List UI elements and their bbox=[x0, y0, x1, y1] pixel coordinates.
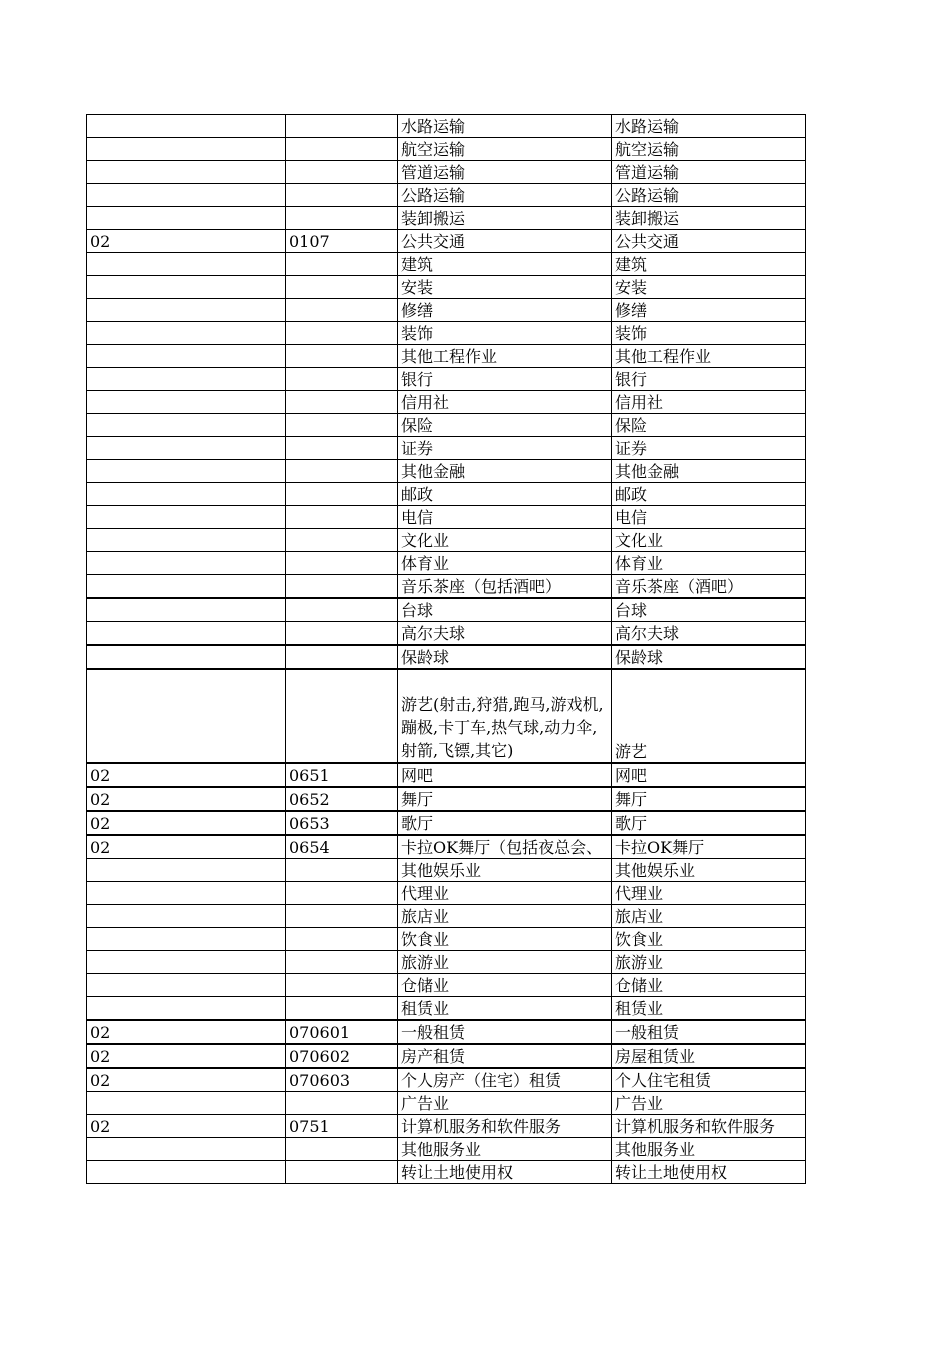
cell-col-1[interactable]: 02 bbox=[87, 1020, 286, 1044]
cell-col-3[interactable]: 仓储业 bbox=[398, 974, 612, 997]
cell-col-1[interactable] bbox=[87, 598, 286, 622]
cell-col-2[interactable] bbox=[286, 552, 398, 575]
cell-col-4[interactable]: 音乐茶座（酒吧） bbox=[612, 575, 806, 599]
cell-col-1[interactable]: 02 bbox=[87, 763, 286, 787]
table-row bbox=[87, 859, 806, 882]
cell-col-2[interactable]: 0107 bbox=[286, 230, 398, 253]
cell-col-3[interactable]: 网吧 bbox=[398, 763, 612, 787]
table-row bbox=[87, 622, 806, 646]
cell-col-4[interactable]: 装饰 bbox=[612, 322, 806, 345]
cell-col-2[interactable] bbox=[286, 322, 398, 345]
cell-col-2[interactable]: 0654 bbox=[286, 835, 398, 859]
cell-col-4[interactable]: 计算机服务和软件服务 bbox=[612, 1115, 806, 1138]
cell-col-4[interactable]: 其他娱乐业 bbox=[612, 859, 806, 882]
cell-col-3[interactable]: 代理业 bbox=[398, 882, 612, 905]
cell-col-2[interactable] bbox=[286, 974, 398, 997]
cell-col-4[interactable]: 网吧 bbox=[612, 763, 806, 787]
cell-col-1[interactable]: 02 bbox=[87, 835, 286, 859]
table-row bbox=[87, 811, 806, 835]
cell-col-4[interactable]: 歌厅 bbox=[612, 811, 806, 835]
cell-col-4[interactable]: 房屋租赁业 bbox=[612, 1044, 806, 1068]
cell-col-3[interactable]: 游艺(射击,狩猎,跑马,游戏机,蹦极,卡丁车,热气球,动力伞,射箭,飞镖,其它) bbox=[398, 669, 612, 763]
cell-col-1[interactable] bbox=[87, 669, 286, 763]
cell-col-2[interactable] bbox=[286, 859, 398, 882]
cell-col-3[interactable]: 保龄球 bbox=[398, 645, 612, 669]
cell-col-1[interactable] bbox=[87, 928, 286, 951]
table-row bbox=[87, 763, 806, 787]
cell-col-1[interactable] bbox=[87, 882, 286, 905]
cell-col-3[interactable]: 管道运输 bbox=[398, 161, 612, 184]
table-row bbox=[87, 345, 806, 368]
cell-col-2[interactable] bbox=[286, 115, 398, 138]
table-row bbox=[87, 506, 806, 529]
cell-col-1[interactable]: 02 bbox=[87, 1044, 286, 1068]
cell-col-2[interactable]: 0651 bbox=[286, 763, 398, 787]
table-row bbox=[87, 997, 806, 1021]
cell-col-2[interactable] bbox=[286, 368, 398, 391]
table-row bbox=[87, 1068, 806, 1092]
cell-col-2[interactable] bbox=[286, 882, 398, 905]
cell-col-1[interactable] bbox=[87, 276, 286, 299]
cell-col-2[interactable] bbox=[286, 622, 398, 646]
cell-col-3[interactable]: 装卸搬运 bbox=[398, 207, 612, 230]
cell-col-3[interactable]: 文化业 bbox=[398, 529, 612, 552]
cell-col-4[interactable]: 转让土地使用权 bbox=[612, 1161, 806, 1184]
cell-col-4[interactable]: 信用社 bbox=[612, 391, 806, 414]
cell-col-1[interactable] bbox=[87, 253, 286, 276]
table-row bbox=[87, 905, 806, 928]
table-row bbox=[87, 1161, 806, 1184]
cell-col-2[interactable]: 0751 bbox=[286, 1115, 398, 1138]
cell-col-3[interactable]: 体育业 bbox=[398, 552, 612, 575]
cell-col-1[interactable]: 02 bbox=[87, 1068, 286, 1092]
cell-col-1[interactable] bbox=[87, 974, 286, 997]
cell-col-1[interactable] bbox=[87, 483, 286, 506]
table-row bbox=[87, 598, 806, 622]
cell-col-3[interactable]: 饮食业 bbox=[398, 928, 612, 951]
cell-col-3[interactable]: 证券 bbox=[398, 437, 612, 460]
table-row bbox=[87, 552, 806, 575]
cell-col-2[interactable] bbox=[286, 299, 398, 322]
cell-col-3[interactable]: 航空运输 bbox=[398, 138, 612, 161]
cell-col-3[interactable]: 电信 bbox=[398, 506, 612, 529]
cell-col-1[interactable] bbox=[87, 299, 286, 322]
table-row bbox=[87, 669, 806, 763]
cell-col-1[interactable] bbox=[87, 138, 286, 161]
table-row bbox=[87, 322, 806, 345]
cell-col-2[interactable] bbox=[286, 414, 398, 437]
cell-col-2[interactable] bbox=[286, 575, 398, 599]
cell-col-2[interactable]: 070603 bbox=[286, 1068, 398, 1092]
cell-col-4[interactable]: 高尔夫球 bbox=[612, 622, 806, 646]
cell-col-2[interactable]: 0652 bbox=[286, 787, 398, 811]
cell-col-1[interactable] bbox=[87, 345, 286, 368]
cell-col-4[interactable]: 游艺 bbox=[612, 669, 806, 763]
cell-col-4[interactable]: 台球 bbox=[612, 598, 806, 622]
cell-col-2[interactable] bbox=[286, 184, 398, 207]
spreadsheet-table bbox=[86, 114, 806, 1184]
cell-col-3[interactable]: 银行 bbox=[398, 368, 612, 391]
cell-col-3[interactable]: 公共交通 bbox=[398, 230, 612, 253]
table-row bbox=[87, 882, 806, 905]
cell-col-4[interactable]: 其他金融 bbox=[612, 460, 806, 483]
cell-col-3[interactable]: 卡拉OK舞厅（包括夜总会、 bbox=[398, 835, 612, 859]
table-row bbox=[87, 299, 806, 322]
cell-col-3[interactable]: 信用社 bbox=[398, 391, 612, 414]
cell-col-3[interactable]: 一般租赁 bbox=[398, 1020, 612, 1044]
table-row bbox=[87, 115, 806, 138]
cell-col-3[interactable]: 旅店业 bbox=[398, 905, 612, 928]
cell-col-2[interactable] bbox=[286, 207, 398, 230]
cell-col-2[interactable] bbox=[286, 905, 398, 928]
table-row bbox=[87, 138, 806, 161]
cell-col-2[interactable] bbox=[286, 1138, 398, 1161]
cell-col-1[interactable]: 02 bbox=[87, 1115, 286, 1138]
cell-col-3[interactable]: 其他金融 bbox=[398, 460, 612, 483]
cell-col-3[interactable]: 保险 bbox=[398, 414, 612, 437]
cell-col-1[interactable] bbox=[87, 529, 286, 552]
cell-col-4[interactable]: 体育业 bbox=[612, 552, 806, 575]
cell-col-4[interactable]: 其他工程作业 bbox=[612, 345, 806, 368]
cell-col-4[interactable]: 公共交通 bbox=[612, 230, 806, 253]
cell-col-1[interactable] bbox=[87, 645, 286, 669]
cell-col-4[interactable]: 个人住宅租赁 bbox=[612, 1068, 806, 1092]
table-row bbox=[87, 1138, 806, 1161]
cell-col-4[interactable]: 一般租赁 bbox=[612, 1020, 806, 1044]
cell-col-2[interactable]: 070602 bbox=[286, 1044, 398, 1068]
cell-col-4[interactable]: 旅店业 bbox=[612, 905, 806, 928]
cell-col-1[interactable] bbox=[87, 437, 286, 460]
table-row bbox=[87, 460, 806, 483]
table-row bbox=[87, 253, 806, 276]
cell-col-3[interactable]: 高尔夫球 bbox=[398, 622, 612, 646]
cell-col-1[interactable] bbox=[87, 575, 286, 599]
cell-col-2[interactable] bbox=[286, 598, 398, 622]
cell-col-3[interactable]: 个人房产（住宅）租赁 bbox=[398, 1068, 612, 1092]
cell-col-3[interactable]: 邮政 bbox=[398, 483, 612, 506]
cell-col-1[interactable] bbox=[87, 1138, 286, 1161]
table-row bbox=[87, 529, 806, 552]
table-row bbox=[87, 835, 806, 859]
table-row bbox=[87, 207, 806, 230]
table-row bbox=[87, 414, 806, 437]
cell-col-4[interactable]: 广告业 bbox=[612, 1092, 806, 1115]
cell-col-4[interactable]: 代理业 bbox=[612, 882, 806, 905]
cell-col-1[interactable] bbox=[87, 184, 286, 207]
cell-col-4[interactable]: 文化业 bbox=[612, 529, 806, 552]
cell-col-2[interactable] bbox=[286, 928, 398, 951]
cell-col-3[interactable]: 租赁业 bbox=[398, 997, 612, 1021]
cell-col-1[interactable] bbox=[87, 905, 286, 928]
cell-col-2[interactable]: 070601 bbox=[286, 1020, 398, 1044]
cell-col-4[interactable]: 安装 bbox=[612, 276, 806, 299]
cell-col-3[interactable]: 音乐茶座（包括酒吧） bbox=[398, 575, 612, 599]
cell-col-2[interactable] bbox=[286, 645, 398, 669]
cell-col-4[interactable]: 公路运输 bbox=[612, 184, 806, 207]
cell-col-2[interactable] bbox=[286, 529, 398, 552]
cell-col-2[interactable] bbox=[286, 460, 398, 483]
cell-col-4[interactable]: 电信 bbox=[612, 506, 806, 529]
cell-col-2[interactable] bbox=[286, 506, 398, 529]
cell-col-3[interactable]: 装饰 bbox=[398, 322, 612, 345]
cell-col-4[interactable]: 邮政 bbox=[612, 483, 806, 506]
cell-col-4[interactable]: 保龄球 bbox=[612, 645, 806, 669]
cell-col-3[interactable]: 其他工程作业 bbox=[398, 345, 612, 368]
cell-col-2[interactable] bbox=[286, 253, 398, 276]
cell-col-2[interactable] bbox=[286, 483, 398, 506]
cell-col-4[interactable]: 银行 bbox=[612, 368, 806, 391]
cell-col-4[interactable]: 管道运输 bbox=[612, 161, 806, 184]
table-row bbox=[87, 1044, 806, 1068]
cell-col-1[interactable]: 02 bbox=[87, 811, 286, 835]
cell-col-1[interactable] bbox=[87, 506, 286, 529]
cell-col-2[interactable] bbox=[286, 437, 398, 460]
cell-col-2[interactable] bbox=[286, 1092, 398, 1115]
cell-col-4[interactable]: 航空运输 bbox=[612, 138, 806, 161]
cell-col-2[interactable] bbox=[286, 345, 398, 368]
cell-col-1[interactable] bbox=[87, 115, 286, 138]
table-body bbox=[87, 115, 806, 1184]
cell-col-1[interactable] bbox=[87, 460, 286, 483]
cell-col-1[interactable] bbox=[87, 622, 286, 646]
cell-col-4[interactable]: 水路运输 bbox=[612, 115, 806, 138]
cell-col-4[interactable]: 修缮 bbox=[612, 299, 806, 322]
table-row bbox=[87, 928, 806, 951]
table-row bbox=[87, 1020, 806, 1044]
table-row bbox=[87, 575, 806, 599]
cell-col-3[interactable]: 其他娱乐业 bbox=[398, 859, 612, 882]
cell-col-2[interactable] bbox=[286, 1161, 398, 1184]
cell-col-1[interactable] bbox=[87, 207, 286, 230]
cell-col-4[interactable]: 租赁业 bbox=[612, 997, 806, 1021]
cell-col-1[interactable]: 02 bbox=[87, 787, 286, 811]
cell-col-2[interactable] bbox=[286, 391, 398, 414]
table-row bbox=[87, 230, 806, 253]
cell-col-4[interactable]: 卡拉OK舞厅 bbox=[612, 835, 806, 859]
cell-col-2[interactable] bbox=[286, 138, 398, 161]
cell-col-3[interactable]: 公路运输 bbox=[398, 184, 612, 207]
cell-col-3[interactable]: 台球 bbox=[398, 598, 612, 622]
cell-col-4[interactable]: 证券 bbox=[612, 437, 806, 460]
table-row bbox=[87, 1115, 806, 1138]
cell-col-4[interactable]: 仓储业 bbox=[612, 974, 806, 997]
cell-col-2[interactable] bbox=[286, 669, 398, 763]
cell-col-3[interactable]: 转让土地使用权 bbox=[398, 1161, 612, 1184]
table-row bbox=[87, 184, 806, 207]
cell-col-3[interactable]: 建筑 bbox=[398, 253, 612, 276]
cell-col-3[interactable]: 水路运输 bbox=[398, 115, 612, 138]
table-row bbox=[87, 161, 806, 184]
cell-col-1[interactable] bbox=[87, 951, 286, 974]
cell-col-3[interactable]: 歌厅 bbox=[398, 811, 612, 835]
table-row bbox=[87, 787, 806, 811]
cell-col-1[interactable] bbox=[87, 322, 286, 345]
table-row bbox=[87, 645, 806, 669]
table-row bbox=[87, 483, 806, 506]
table-row bbox=[87, 276, 806, 299]
table-row bbox=[87, 391, 806, 414]
table-row bbox=[87, 437, 806, 460]
cell-col-3[interactable]: 广告业 bbox=[398, 1092, 612, 1115]
cell-col-1[interactable] bbox=[87, 391, 286, 414]
cell-col-3[interactable]: 其他服务业 bbox=[398, 1138, 612, 1161]
cell-col-2[interactable]: 0653 bbox=[286, 811, 398, 835]
cell-col-3[interactable]: 房产租赁 bbox=[398, 1044, 612, 1068]
cell-col-3[interactable]: 修缮 bbox=[398, 299, 612, 322]
cell-col-3[interactable]: 计算机服务和软件服务 bbox=[398, 1115, 612, 1138]
cell-col-1[interactable] bbox=[87, 368, 286, 391]
cell-col-4[interactable]: 装卸搬运 bbox=[612, 207, 806, 230]
cell-col-3[interactable]: 旅游业 bbox=[398, 951, 612, 974]
cell-col-1[interactable] bbox=[87, 859, 286, 882]
cell-col-3[interactable]: 安装 bbox=[398, 276, 612, 299]
cell-col-3[interactable]: 舞厅 bbox=[398, 787, 612, 811]
cell-col-1[interactable] bbox=[87, 1161, 286, 1184]
table-row bbox=[87, 368, 806, 391]
cell-col-1[interactable] bbox=[87, 997, 286, 1021]
cell-col-1[interactable] bbox=[87, 1092, 286, 1115]
cell-col-4[interactable]: 旅游业 bbox=[612, 951, 806, 974]
cell-col-4[interactable]: 舞厅 bbox=[612, 787, 806, 811]
cell-col-1[interactable]: 02 bbox=[87, 230, 286, 253]
cell-col-1[interactable] bbox=[87, 414, 286, 437]
table-row bbox=[87, 974, 806, 997]
cell-col-2[interactable] bbox=[286, 951, 398, 974]
cell-col-2[interactable] bbox=[286, 997, 398, 1021]
cell-col-4[interactable]: 饮食业 bbox=[612, 928, 806, 951]
cell-col-2[interactable] bbox=[286, 276, 398, 299]
cell-col-2[interactable] bbox=[286, 161, 398, 184]
cell-col-4[interactable]: 保险 bbox=[612, 414, 806, 437]
cell-col-1[interactable] bbox=[87, 552, 286, 575]
table-row bbox=[87, 951, 806, 974]
cell-col-1[interactable] bbox=[87, 161, 286, 184]
cell-col-4[interactable]: 建筑 bbox=[612, 253, 806, 276]
cell-col-4[interactable]: 其他服务业 bbox=[612, 1138, 806, 1161]
table-row bbox=[87, 1092, 806, 1115]
